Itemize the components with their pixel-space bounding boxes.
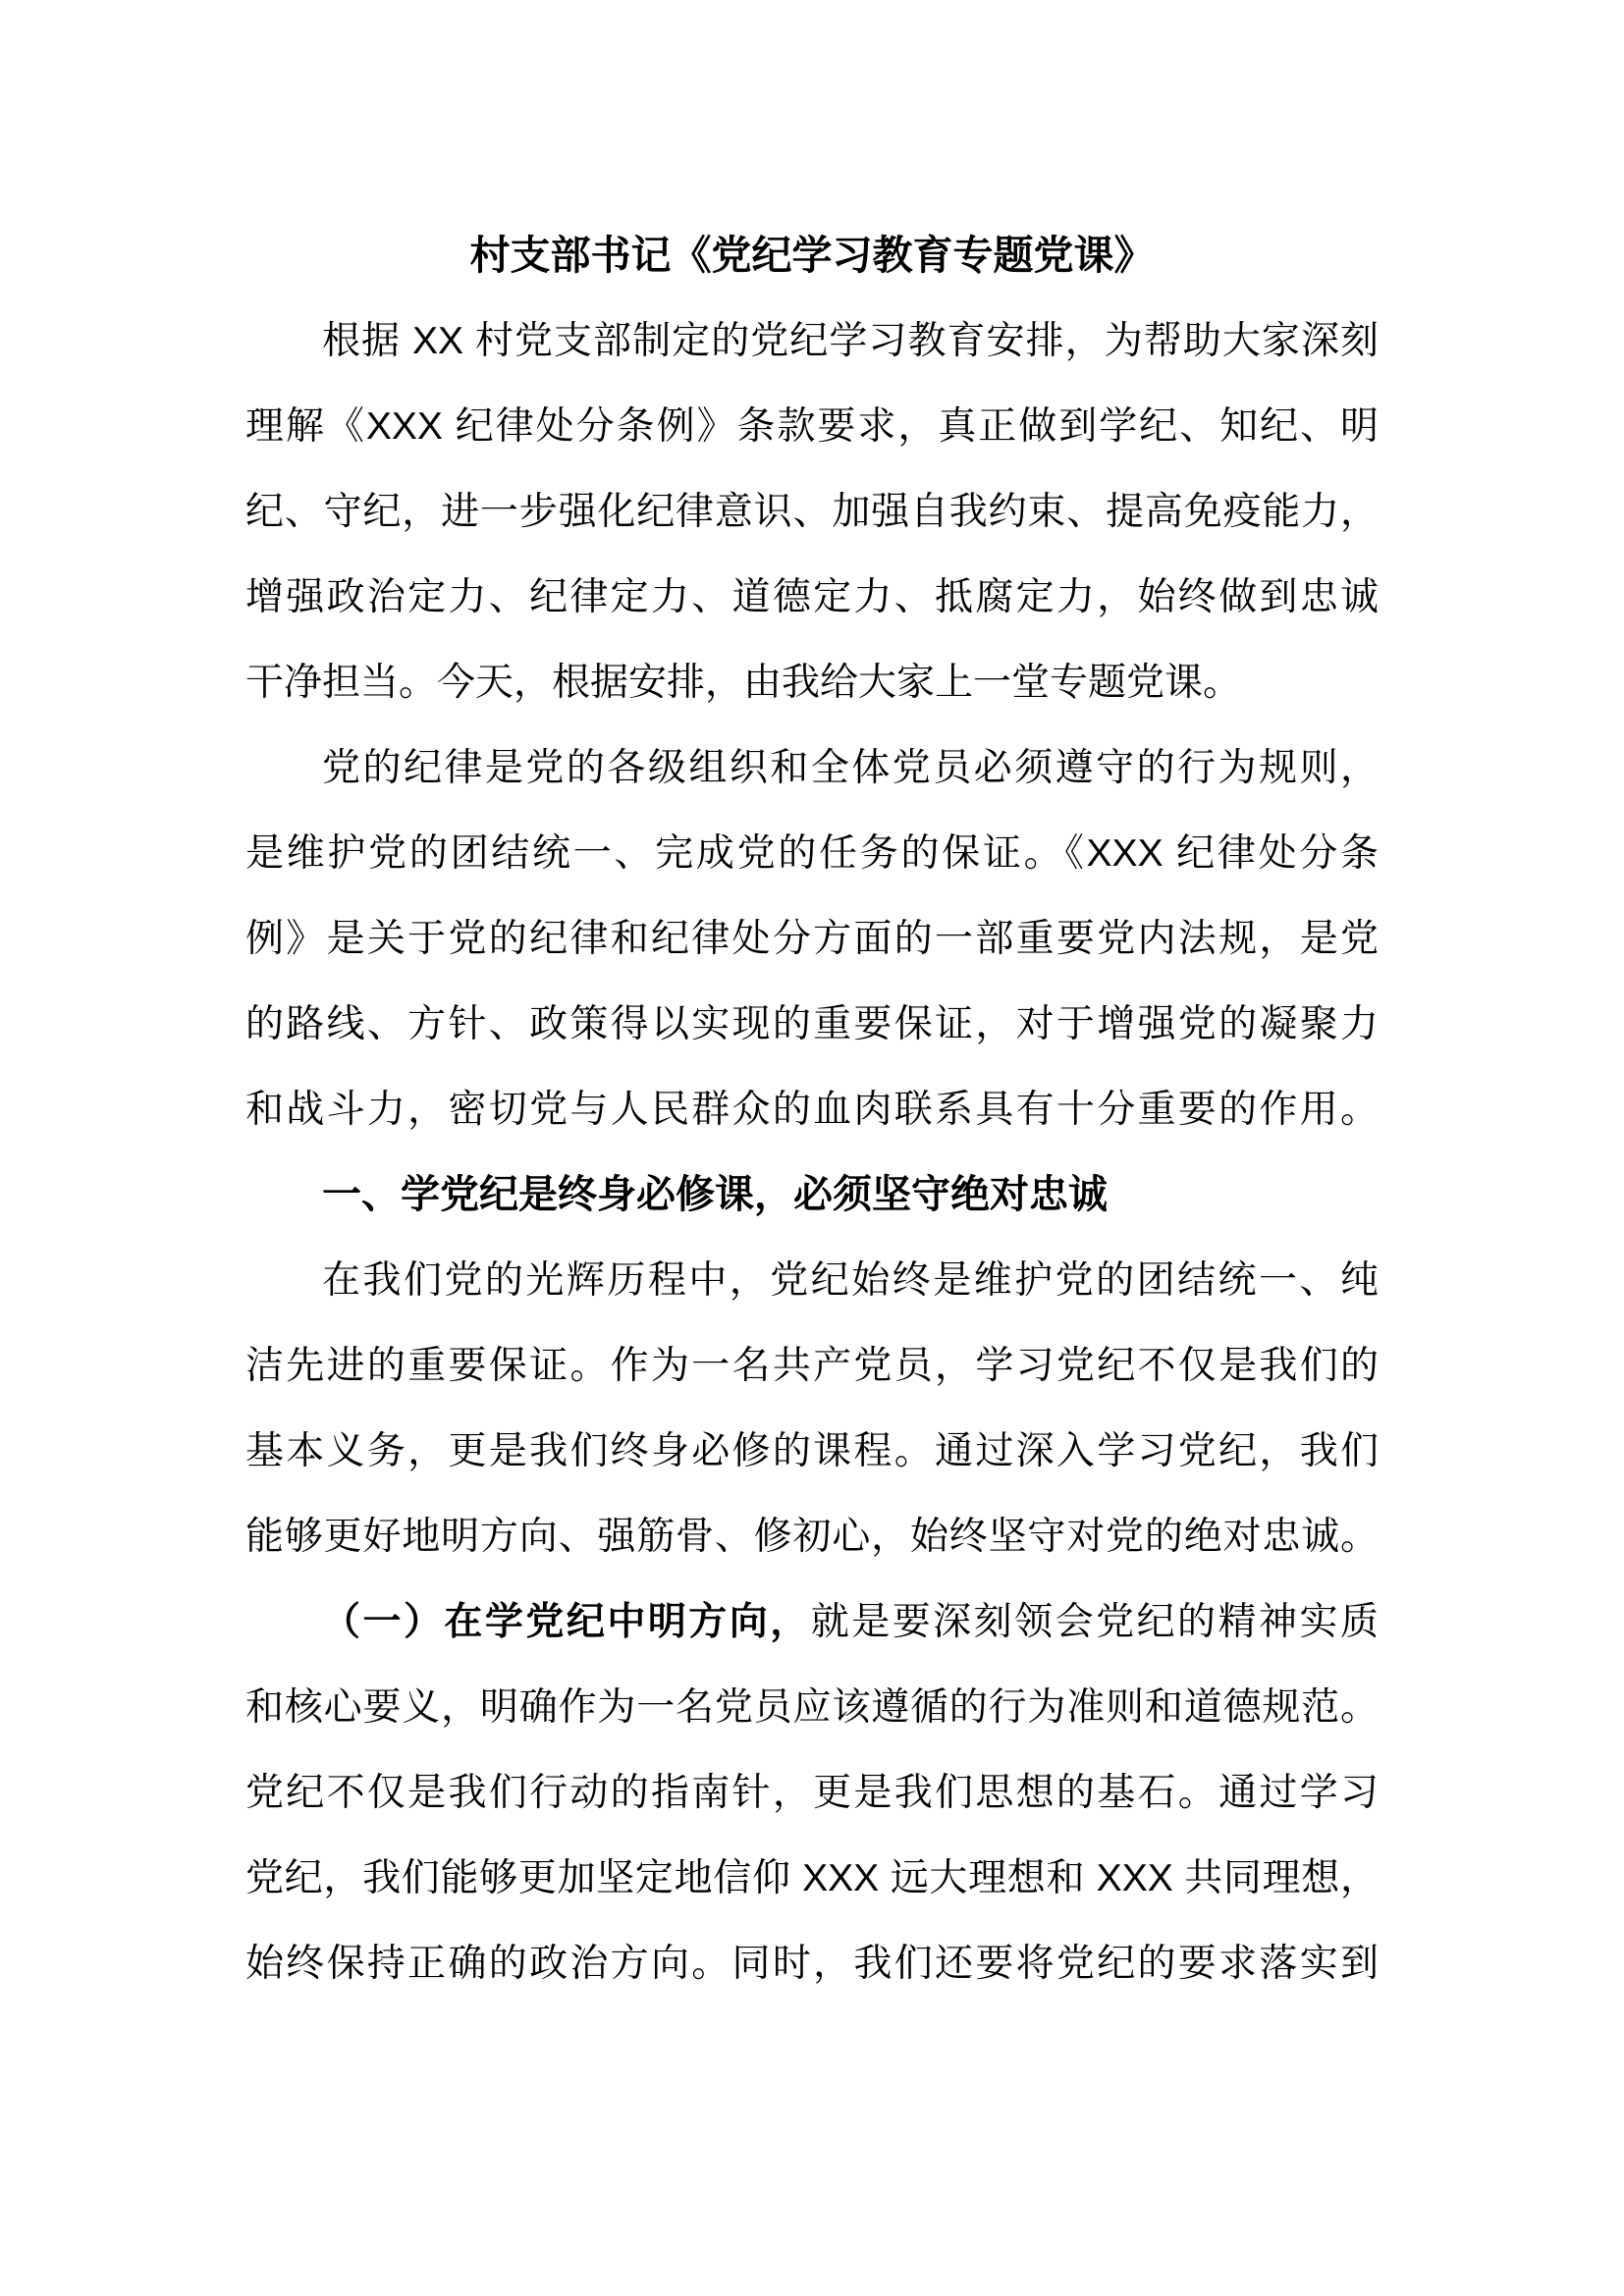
text-line: 的路线、方针、政策得以实现的重要保证，对于增强党的凝聚力 [245,1003,1379,1045]
document-title: 村支部书记《党纪学习教育专题党课》 [469,233,1155,278]
section-heading: 一、学党纪是终身必修课，必须坚守绝对忠诚 [322,1173,1108,1216]
text-line: 纪、守纪，进一步强化纪律意识、加强自我约束、提高免疫能力， [245,491,1379,533]
text-line: 能够更好地明方向、强筋骨、修初心，始终坚守对党的绝对忠诚。 [245,1516,1379,1558]
document-content [245,213,1379,2006]
text-line: 洁先进的重要保证。作为一名共产党员，学习党纪不仅是我们的 [245,1345,1379,1387]
text-line: 增强政治定力、纪律定力、道德定力、抵腐定力，始终做到忠诚 [245,576,1379,618]
document-paragraphs [245,298,1379,2006]
text-line: 理解《XXX 纪律处分条例》条款要求，真正做到学纪、知纪、明 [245,405,1379,448]
text-line: 始终保持正确的政治方向。同时，我们还要将党纪的要求落实到 [245,1943,1379,1985]
text-line: 例》是关于党的纪律和纪律处分方面的一部重要党内法规，是党 [245,918,1379,960]
text-line: 是维护党的团结统一、完成党的任务的保证。《XXX 纪律处分条 [245,832,1379,875]
text-line: 在我们党的光辉历程中，党纪始终是维护党的团结统一、纯 [322,1259,1379,1302]
text-line: 党纪，我们能够更加坚定地信仰 XXX 远大理想和 XXX 共同理想， [245,1857,1379,1899]
bold-lead-text: （一）在学党纪中明方向， [322,1601,811,1643]
text-line: 基本义务，更是我们终身必修的课程。通过深入学习党纪，我们 [245,1430,1379,1472]
text-line: 和核心要义，明确作为一名党员应该遵循的行为准则和道德规范。 [245,1686,1379,1729]
text-line: 根据 XX 村党支部制定的党纪学习教育安排，为帮助大家深刻 [322,320,1379,362]
text-line: （一）在学党纪中明方向，就是要深刻领会党纪的精神实质 [322,1601,1379,1643]
text-line: 党的纪律是党的各级组织和全体党员必须遵守的行为规则， [322,747,1379,789]
text-line: 和战斗力，密切党与人民群众的血肉联系具有十分重要的作用。 [245,1089,1379,1131]
text-line: 党纪不仅是我们行动的指南针，更是我们思想的基石。通过学习 [245,1772,1379,1814]
text-line: 干净担当。今天，根据安排，由我给大家上一堂专题党课。 [245,662,1242,704]
